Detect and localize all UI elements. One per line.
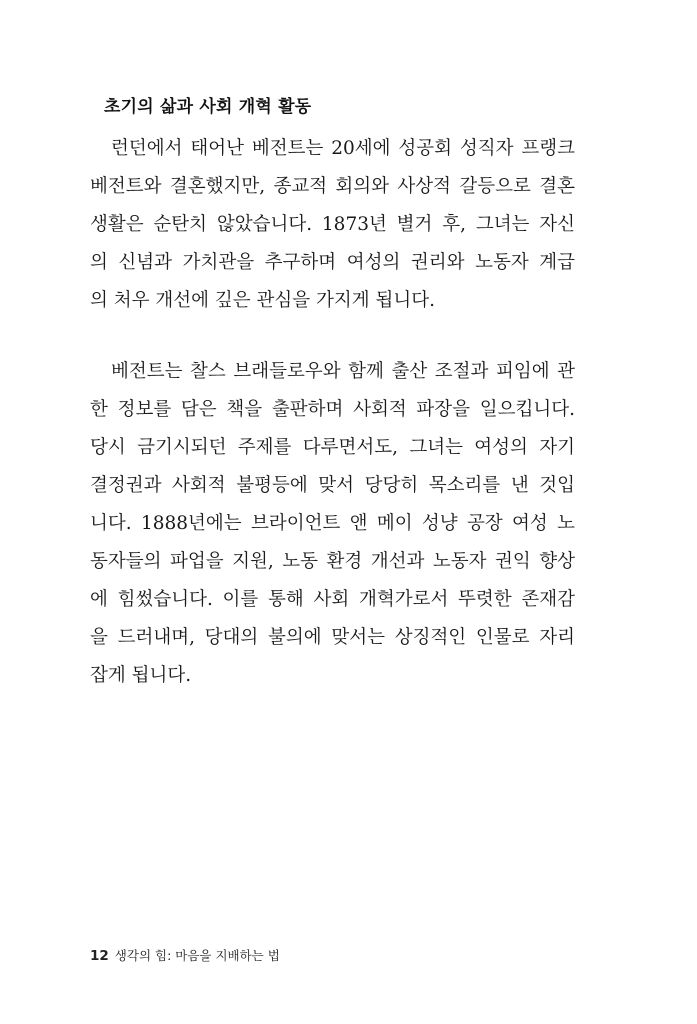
text-line: 한 정보를 담은 책을 출판하며 사회적 파장을 일으킵니다.	[90, 399, 575, 420]
text-line: 을 드러내며, 당대의 불의에 맞서는 상징적인 인물로 자리	[90, 627, 575, 648]
text-line: 런던에서 태어난 베전트는 20세에 성공회 성직자 프랭크	[111, 138, 575, 159]
text-line: 생활은 순탄치 않았습니다. 1873년 별거 후, 그녀는 자신	[90, 214, 575, 235]
text-line: 잡게 됩니다.	[90, 665, 192, 686]
section-heading: 초기의 삶과 사회 개혁 활동	[104, 97, 312, 117]
text-line: 베전트와 결혼했지만, 종교적 회의와 사상적 갈등으로 결혼	[90, 176, 575, 197]
text-line: 니다. 1888년에는 브라이언트 앤 메이 성냥 공장 여성 노	[90, 513, 575, 534]
text-line: 에 힘썼습니다. 이를 통해 사회 개혁가로서 뚜렷한 존재감	[90, 589, 575, 610]
page-number: 12	[90, 948, 109, 964]
paragraph-2	[90, 353, 575, 695]
paragraph-1	[90, 130, 575, 320]
running-title: 생각의 힘: 마음을 지배하는 법	[114, 948, 280, 963]
text-line: 베전트는 찰스 브래들로우와 함께 출산 조절과 피임에 관	[111, 361, 575, 382]
text-line: 동자들의 파업을 지원, 노동 환경 개선과 노동자 권익 향상	[90, 551, 575, 572]
page-footer	[90, 946, 280, 964]
text-line: 의 신념과 가치관을 추구하며 여성의 권리와 노동자 계급	[90, 252, 575, 273]
text-line: 당시 금기시되던 주제를 다루면서도, 그녀는 여성의 자기	[90, 437, 575, 458]
text-line: 결정권과 사회적 불평등에 맞서 당당히 목소리를 낸 것입	[90, 475, 575, 496]
text-line: 의 처우 개선에 깊은 관심을 가지게 됩니다.	[90, 290, 435, 311]
